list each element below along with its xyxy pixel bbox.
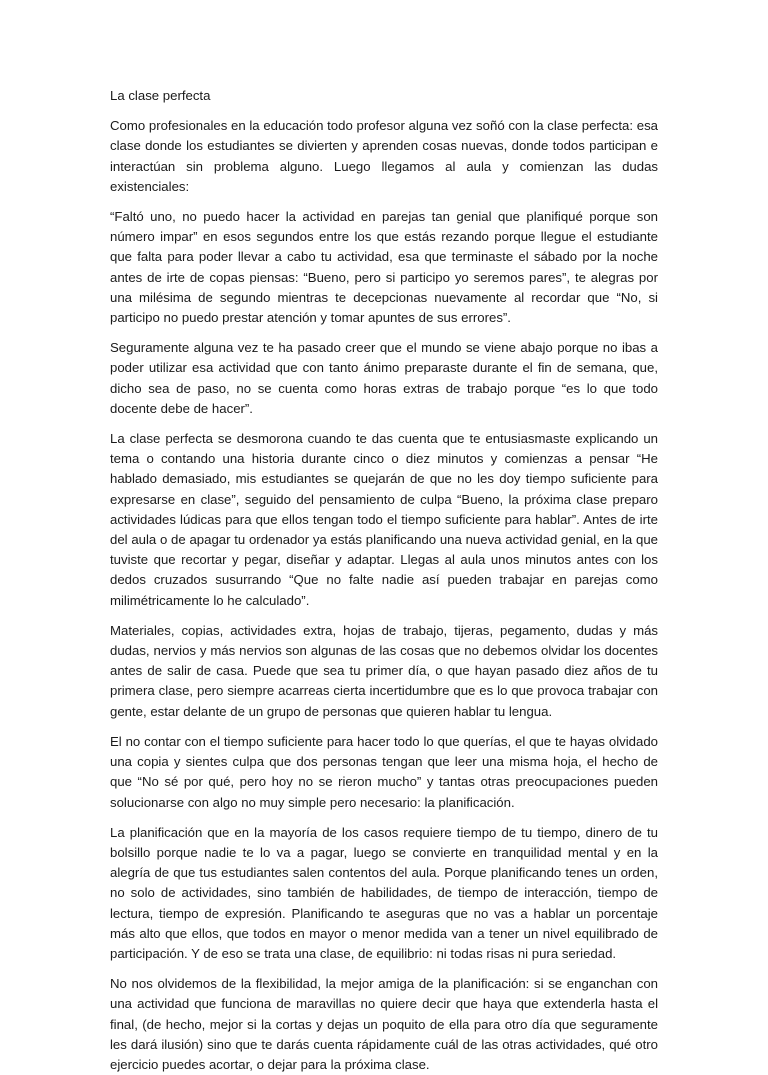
paragraph-6: El no contar con el tiempo suficiente para hacer todo lo que querías, el que te hayas olvidado una copia y sientes culpa que dos personas tengan que leer una misma hoja, el hecho de que “No sé por qué, pero hoy no se rieron mucho” y tantas otras preocupaciones pueden solucionarse con algo no muy simple pero necesario: la planificación. — [110, 733, 658, 810]
paragraph-1: Como profesionales en la educación todo profesor alguna vez soñó con la clase perfecta: esa clase donde los estudiantes se divierten y aprenden cosas nuevas, donde todos participan e interactúan sin problema alguno. Luego llegamos al aula y comienzan las dudas existenciales: — [110, 118, 658, 194]
document-title: La clase perfecta — [110, 88, 211, 103]
paragraph-4: La clase perfecta se desmorona cuando te das cuenta que te entusiasmaste explicando un tema o contando una historia durante cinco o diez minutos y comienzas a pensar “He hablado demasiado, mis estudiantes se quejarán de que no les doy tiempo suficiente para expresarse en clase”, seguido del pensamiento de culpa “Bueno, la próxima clase preparo actividades lúdicas para que ellos tengan todo el tiempo suficiente para hablar”. Antes de irte del aula o de apagar tu ordenador ya estás planificando una nueva actividad genial, en la que tuviste que recortar y pegar, diseñar y adaptar. Llegas al aula unos minutos antes con los dedos cruzados susurrando “Que no falte nadie así pueden trabajar en parejas como milimétricamente lo he calculado”. — [110, 431, 658, 608]
paragraph-7: La planificación que en la mayoría de los casos requiere tiempo de tu tiempo, dinero de tu bolsillo porque nadie te lo va a pagar, luego se convierte en tranquilidad mental y en la alegría de que tus estudiantes salen contentos del aula. Porque planificando tenes un orden, no solo de actividades, sino también de habilidades, de tiempo de interacción, tiempo de lectura, tiempo de expresión. Planificando te aseguras que no vas a hablar un porcentaje más alto que ellos, que todos en mayor o menor medida van a tener un nivel equilibrado de participación. Y de eso se trata una clase, de equilibrio: ni todas risas ni pura seriedad. — [110, 824, 658, 961]
paragraph-8: No nos olvidemos de la flexibilidad, la mejor amiga de la planificación: si se enganchan con una actividad que funciona de maravillas no quiere decir que haya que extenderla hasta el final, (de hecho, mejor si la cortas y dejas un poquito de ella para otro día que seguramente les dará ilusión) sino que te darás cuenta rápidamente cuál de las otras actividades, qué otro ejercicio puedes acortar, o dejar para la próxima clase. — [110, 976, 658, 1072]
paragraph-5: Materiales, copias, actividades extra, hojas de trabajo, tijeras, pegamento, dudas y más dudas, nervios y más nervios son algunas de las cosas que no debemos olvidar los docentes antes de salir de casa. Puede que sea tu primer día, o que hayan pasado diez años de tu primera clase, pero siempre acarreas cierta incertidumbre que es lo que provoca trabajar con gente, estar delante de un grupo de personas que quieren hablar tu lengua. — [110, 622, 658, 719]
paragraph-3: Seguramente alguna vez te ha pasado creer que el mundo se viene abajo porque no ibas a poder utilizar esa actividad que con tanto ánimo preparaste durante el fin de semana, que, dicho sea de paso, no se cuenta como horas extras de trabajo porque “es lo que todo docente debe de hacer”. — [110, 340, 658, 416]
paragraph-2: “Faltó uno, no puedo hacer la actividad en parejas tan genial que planifiqué porque son número impar” en esos segundos entre los que estás rezando porque llegue el estudiante que falta para poder llevar a cabo tu actividad, esa que terminaste el sábado por la noche antes de irte de copas piensas: “Bueno, pero si participo yo seremos pares”, te alegras por una milésima de segundo mientras te decepcionas nuevamente al recordar que “No, si participo no puedo prestar atención y tomar apuntes de sus errores”. — [110, 209, 658, 326]
